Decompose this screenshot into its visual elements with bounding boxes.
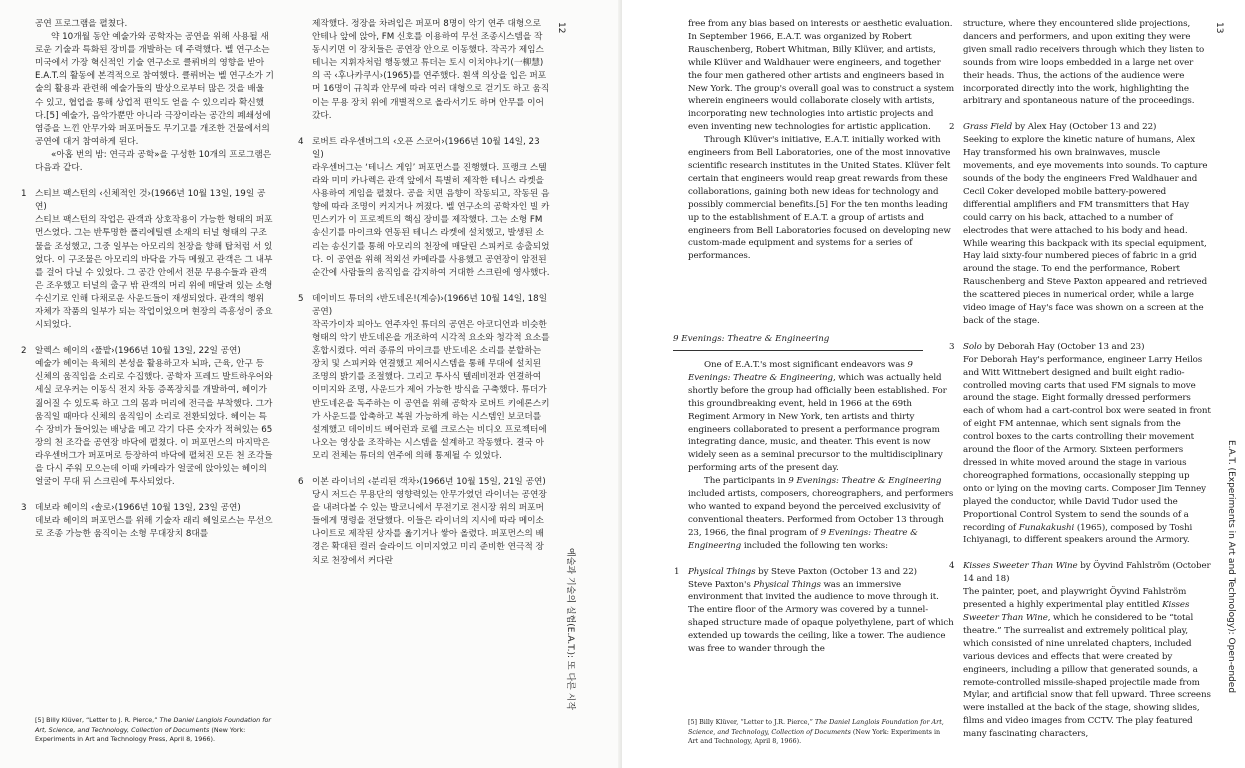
paragraph-4-title: 9 Evenings: Theatre & Engineering: [788, 476, 942, 487]
footnote-label: [5]: [688, 718, 698, 726]
continued-paragraph: 제작했다. 정장을 차려입은 퍼포머 8명이 악기 연주 대형으로 안테나 앞에 앉아, FM 신호를 이용하여 무선 조종시스템을 작동시키면 이 장치들은 공연장 안으로 이동했다. 작곡가 제임스 테니는 지휘자처럼 행동했고 튜더는 토시 이치야나기(一柳慧)의 곡 ‹후나카쿠시›(1965)를 연주했다. 흰색 의상을 입은 퍼포머 16명이 규칙과 안무에 따라 여러 대형으로 걷기도 하고 움직이는 무용 장치 위에 개별적으로 올라서기도 하며 안무를 이어갔다.: [312, 19, 550, 121]
footnote-author: Billy Klüver, “Letter to J.R. Pierce,”: [699, 718, 815, 726]
item-number: 3: [949, 341, 955, 352]
right-page-column-1-section: [674, 359, 956, 656]
item-title-italic: Grass Field: [963, 122, 1013, 133]
right-page-column-2: [949, 18, 1211, 741]
paragraph-4-text-mid: included artists, composers, choreographers, and performers who wanted to expand beyond the perceived exclusivity of conventional theaters. Performed from October 13 through 23, 1966, the final program of: [688, 489, 954, 538]
intro-first-line: 공연 프로그램을 펼쳤다.: [35, 19, 128, 29]
item-title: [688, 566, 956, 579]
left-footnote: [35, 716, 280, 745]
item-number: 2: [949, 122, 955, 133]
item-body: 당시 저드슨 무용단의 영향력있는 안무가였던 라이너는 공연장을 내려다볼 수 있는 발코니에서 무전기로 전시장 위의 퍼포머들에게 명령을 전달했다. 이들은 라이너의 지시에 따라 메이소나이트로 제작된 상자를 옮기거나 쌓아 올렸다. 퍼포먼스의 배경은 확대된 컬러 슬라이드 이미지였고 미리 준비한 연극적 장치로 천장에서 커다란: [312, 490, 547, 566]
item-title-rest: by Alex Hay (October 13 and 22): [1012, 122, 1157, 133]
paragraph-3-text: One of E.A.T.'s most significant endeavors was: [704, 360, 908, 370]
item-body: 작곡가이자 피아노 연주자인 튜더의 공연은 아코디언과 비슷한 형태의 악기 반도네온을 개조하여 시각적 요소와 청각적 요소를 혼합시켰다. 여러 종류의 마이크를 반도네온 소리를 분할하는 장치 및 스피커와 연결했고 제어시스템을 통해 무대에 설치된 조명의 밝기를 조절했다. 그리고 투사식 텔레비전과 연결하여 이미지와 조명, 사운드가 제어 가능한 방식을 구축했다. 튜더가 반도네온을 독주하는 이 공연을 위해 공학자 로버트 키에론스키가 사운드를 압축하고 복원 가능하게 하는 시스템인 보코더를 설계했고 데이비드 베어런과 로웰 크로스는 비디오 프로젝터에 나오는 영상을 조작하는 시스템을 설계하고 작동했다. 결국 아모리 전체는 튜더의 연주에 의해 통제될 수 있었다.: [312, 319, 550, 461]
intro-paragraph-2: «아홉 번의 밤: 연극과 공학»을 구성한 10개의 프로그램은 다음과 같다.: [35, 149, 272, 174]
footnote-author: Billy Klüver, “Letter to J. R. Pierce,”: [46, 716, 160, 724]
left-page-korean: [0, 0, 622, 768]
item-body-title: Kisses Sweeter Than Wine: [963, 600, 1190, 623]
item-title: 로버트 라우센버그의 ‹오픈 스코어›(1966년 10월 14일, 23일): [312, 136, 540, 160]
item-body: 예술가 헤이는 육체의 본성을 활용하고자 뇌파, 근육, 안구 등 신체의 움직임을 소리로 수집했다. 공학자 프레드 발트하우어와 세실 코우커는 이동식 전지 차동 증폭장치를 개발하여, 헤이가 짊어질 수 있도록 하고 그의 몸과 머리에 전극을 부착했다. 그가 움직일 때마다 신체의 움직임이 소리로 전환되었다. 헤이는 특수 장비가 들어있는 배낭을 메고 각기 다른 숫자가 적혀있는 65장의 천 조각을 공연장 바닥에 펼쳤다. 이 퍼포먼스의 마지막은 라우센버그가 퍼포머로 등장하여 바닥에 펼쳐진 모든 천 조각들을 다시 주워 모으는데 이때 카메라가 얼굴에 앉아있는 헤이의 얼굴이 무대 뒤 스크린에 투사되었다.: [35, 359, 273, 488]
program-item-1: [21, 188, 275, 332]
item-number: 5: [298, 293, 304, 304]
item-number: 4: [949, 561, 955, 572]
item-body-text: For Deborah Hay's performance, engineer Larry Heilos and Witt Wittnebert designed and built eight radio-controlled moving carts that used FM signals to move around the stage. Eight formally dressed performers each of whom had a cart-control box were seated in front of eight FM antennae, which sent signals from the control boxes to the carts controlling their movement around the floor of the Armory. Sixteen performers dressed in white moved around the stage in various choreographed formations, occasionally stepping up onto or lying on the moving carts. Composer Jim Tenney played the conductor, while David Tudor used the Proportional Control System to send the sounds of a recording of: [963, 354, 1211, 533]
work-item-4: [949, 560, 1211, 741]
footnote-label: [5]: [35, 716, 45, 724]
item-body-text-end: was an immersive environment that invited the audience to move through it. The entire floor of the Armory was covered by a tunnel-shaped structure made of opaque polyethylene, part of which extended up towards the ceiling, like a tower. The audience was free to wander through the: [688, 579, 954, 655]
left-running-head: 예술과 기술의 실험(E.A.T.): 또 다른 시작: [565, 548, 575, 711]
paragraph-3-text-end: , which was actually held shortly before the group had officially been established. For this groundbreaking event, held in 1966 at the 69th Regiment Armory in New York, ten artists and thirty engineers collaborated to present a performance program integrating dance, music, and theater. This event is now widely seen as a seminal precursor to the multidisciplinary performing arts of the present day.: [688, 372, 947, 474]
footnote-title: The Daniel Langlois Foundation for Art, Science, and Technology, Collection of Documents: [35, 716, 271, 734]
item-title-rest: by Öyvind Fahlström (October 14 and 18): [963, 561, 1211, 585]
paragraph-4: [688, 475, 956, 552]
item-number: 1: [674, 566, 680, 577]
item-title-italic: Solo: [963, 341, 982, 352]
continued-paragraph: structure, where they encountered slide projections, dancers and performers, and upon exiting they were given small radio receivers through which they listen to sounds from wire loops embedded in a large net over their heads. Thus, the actions of the audience were incorporated directly into the work, highlighting the arbitrary and spontaneous nature of the proceedings.: [963, 19, 1205, 107]
item-title: 데보라 헤이의 ‹솔로›(1966년 10월 13일, 23일 공연): [35, 503, 241, 514]
paragraph-1: free from any bias based on interests or aesthetic evaluation. In September 1966, E.A.T. was organized by Robert Rauschenberg, Robert Whitman, Billy Klüver, and artists, while Klüver and Waldhauer were engineers, and together the four men gathered other artists and engineers based in New York. The group's overall goal was to construct a system wherein engineers would collaborate closely with artists, incorporating new technologies into artistic projects and even inventing new technologies for artistic application.: [688, 19, 954, 133]
item-title: 이본 라이너의 ‹분리된 객차›(1966년 10월 15일, 21일 공연): [312, 477, 546, 487]
item-title-italic: Physical Things: [688, 566, 756, 577]
item-title: 스티브 팩스턴의 ‹신체적인 것›(1966년 10월 13일, 19일 공연): [35, 189, 266, 213]
intro-paragraph: 약 10개월 동안 예술가와 공학자는 공연을 위해 사용될 새로운 기술과 특화된 장비를 개발하는 데 주력했다. 벨 연구소는 미국에서 가장 혁신적인 기술 연구소로 클뤼버의 영향을 받아 E.A.T.의 활동에 본격적으로 참여했다. 클뤼버는 벨 연구소가 기술의 활용과 관련해 예술가들의 발상으로부터 많은 것을 배울 수 있고, 협업을 통해 상업적 편익도 얻을 수 있으리라 확신했다.[5] 예술가, 음악가뿐만 아니라 극장이라는 공간의 폐쇄성에 염증을 느낀 안무가와 퍼포머들도 무기고를 개조한 건물에서의 공연에 대거 참여하게 된다.: [35, 32, 274, 147]
item-title: 알렉스 헤이의 ‹풀밭›(1966년 10월 13일, 22일 공연): [35, 346, 241, 357]
right-page-english: [622, 0, 1245, 768]
item-title-rest: by Steve Paxton (October 13 and 22): [755, 566, 917, 577]
item-body: [688, 579, 956, 656]
section-heading: 9 Evenings: Theatre & Engineering: [673, 334, 830, 344]
program-item-5: [298, 293, 550, 463]
item-number: 2: [21, 346, 27, 357]
item-title: 데이비드 튜더의 ‹반도네온!(계승)›(1966년 10월 14일, 18일 공연): [312, 293, 548, 317]
work-item-1: [674, 566, 956, 656]
item-number: 4: [298, 136, 304, 147]
paragraph-4-text: The participants in: [704, 476, 789, 487]
right-running-head: E.A.T. (Experiments in Art and Technology): Open-ended: [1226, 440, 1236, 694]
item-title: [963, 341, 1211, 354]
paragraph-4-title-2: 9 Evenings: Theatre & Engineering: [688, 527, 918, 551]
paragraph-4-text-end: included the following ten works:: [741, 540, 888, 551]
item-title-italic: Kisses Sweeter Than Wine: [963, 561, 1078, 572]
item-body-text: Steve Paxton's: [688, 579, 754, 590]
footnote-publication: (New York: Experiments in Art and Technology Press, April 8, 1966).: [35, 725, 246, 743]
item-body-text-end: (1965), composed by Toshi Ichiyanagi, to different speakers around the Armory.: [963, 522, 1193, 546]
paragraph-2: Through Klüver's initiative, E.A.T. initially worked with engineers from Bell Laboratories, one of the most innovative scientific research institutes in the United States. Klüver felt certain that engineers would reap great rewards from these collaborations, gaining both new ideas for technology and possibly commercial benefits.[5] For the ten months leading up to the establishment of E.A.T. a group of artists and engineers from Bell Laboratories focused on developing new custom-made equipment and systems for a series of performances.: [688, 135, 951, 262]
item-body-text-end: , which he considered to be “total theatre.” The surrealist and extremely political play, which consisted of nine unrelated chapters, included various devices and effects that were created by engineers, including a pillow that generated sounds, a remote-controlled missile-shaped projectile made from Mylar, and artificial snow that fell upward. Three screens were installed at the back of the stage, showing slides, films and video images from CCTV. The play featured many fascinating characters,: [963, 612, 1211, 740]
item-body: 스티브 팩스턴의 작업은 관객과 상호작용이 가능한 형태의 퍼포먼스였다. 그는 반투명한 폴리에틸렌 소재의 터널 형태의 구조물을 조성했고, 그중 일부는 아모리의 천장을 향해 탑처럼 서 있었다. 이 구조물은 아모리의 바닥을 가득 메웠고 관객은 그 내부를 걸어 다닐 수 있었다. 그 공간 안에서 전문 무용수들과 관객은 조우했고 터널의 출구 밖 관객의 머리 위에 매달려 있는 소형 수신기로 인해 다채로운 사운드들이 재생되었다. 관객의 행위 자체가 작품의 일부가 되는 작업이었으며 현장의 즉흥성이 중요시되었다.: [35, 215, 273, 331]
item-body-title: Physical Things: [753, 579, 821, 590]
item-body-text: The painter, poet, and playwright Öyvind Fahlström presented a highly experimental play entitled: [963, 587, 1187, 611]
item-title-rest: by Deborah Hay (October 13 and 23): [981, 341, 1145, 352]
paragraph-3-title: 9 Evenings: Theatre & Engineering: [688, 360, 913, 383]
item-body: 데보라 헤이의 퍼포먼스를 위해 기술자 래리 헤일로스는 무선으로 조종 가능한 움직이는 소형 무대장치 8대를: [35, 516, 273, 540]
work-item-2: [949, 121, 1211, 328]
paragraph-3: [688, 359, 956, 475]
footnote-title: The Daniel Langlois Foundation for Art, Science, and Technology, Collection of Documents: [688, 718, 944, 736]
left-page-column-2: [298, 18, 550, 568]
item-title: [963, 121, 1211, 134]
program-item-3: [21, 502, 275, 541]
work-item-3: [949, 341, 1211, 548]
item-number: 1: [21, 189, 27, 200]
item-body: 라우센버그는 ‘테니스 게임’ 퍼포먼스를 진행했다. 프랭크 스텔라와 미미 카나렉은 관객 앞에서 특별히 제작한 테니스 라켓을 사용하여 게임을 펼쳤다. 공을 치면 음향이 작동되고, 작동된 음향에 따라 조명이 커지거나 꺼졌다. 벨 연구소의 공학자인 빌 카민스키가 이 프로젝트의 핵심 장비를 제작했다. 그는 소형 FM 송신기를 마이크와 연동된 테니스 라켓에 설치했고, 발생된 소리는 송신기를 통해 아모리의 천장에 매달린 스피커로 송출되었다. 이 공연을 위해 적외선 카메라를 사용했고 공연장이 암전된 순간에 사람들의 움직임을 감지하여 거대한 스크린에 영사했다.: [312, 162, 550, 278]
item-body: [963, 586, 1211, 741]
section-rule: [673, 350, 923, 351]
item-body: [963, 354, 1211, 548]
program-item-4: [298, 136, 550, 280]
footnote-publication: (New York: Experiments in Art and Technology, April 8, 1966).: [688, 727, 941, 745]
program-item-6: [298, 476, 550, 568]
right-page-column-1: [688, 18, 956, 263]
item-title: [963, 560, 1211, 586]
left-page-column-1: [21, 18, 275, 541]
program-item-2: [21, 345, 275, 489]
left-page-number: 12: [556, 22, 566, 34]
item-number: 3: [21, 503, 27, 514]
item-body-title: Funakakushi: [1018, 522, 1075, 533]
right-footnote: [688, 718, 950, 747]
item-number: 6: [298, 477, 304, 487]
right-page-number: 13: [1214, 22, 1224, 34]
item-body: Seeking to explore the kinetic nature of humans, Alex Hay transformed his own brainwaves, muscle movements, and eye movements into sounds. To capture sounds of the body the engineers Fred Waldhauer and Cecil Coker developed mobile battery-powered differential amplifiers and FM transmitters that Hay could carry on his back, attached to a number of electrodes that were attached to his body and head. While wearing this backpack with its special equipment, Hay laid sixty-four numbered pieces of fabric in a grid around the stage. To end the performance, Robert Rauschenberg and Steve Paxton appeared and retrieved the scattered pieces in numerical order, while a large video image of Hay's face was shown on a screen at the back of the stage.: [963, 135, 1208, 326]
